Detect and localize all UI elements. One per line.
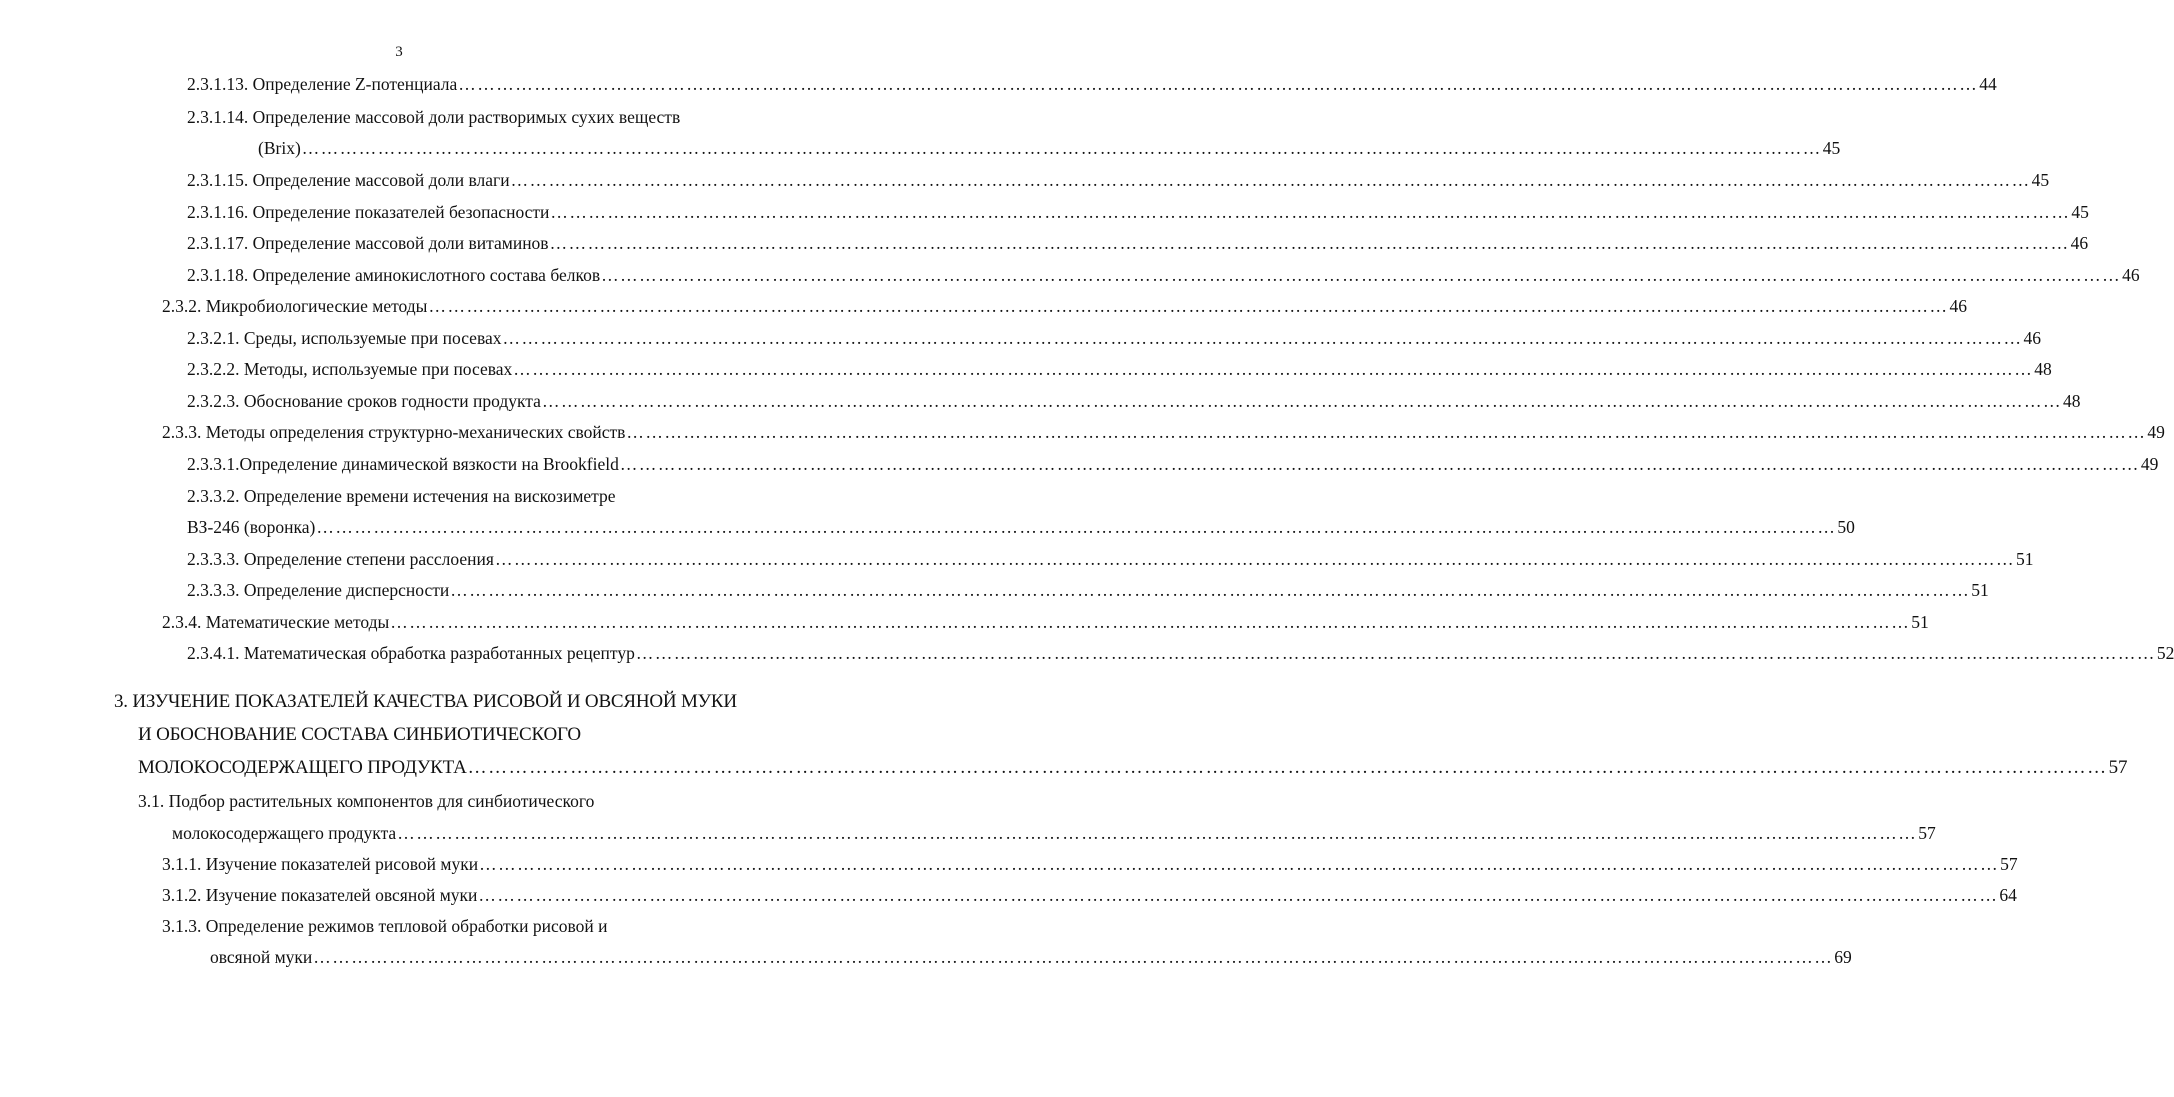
toc-entry-title: МОЛОКОСОДЕРЖАЩЕГО ПРОДУКТА (138, 757, 467, 778)
toc-entry-title: 2.3.1.18. Определение аминокислотного состава белков (187, 265, 601, 285)
toc-chapter-3 (138, 757, 2128, 779)
toc-entry-2-3-1-13 (187, 73, 1997, 95)
page-number: 3 (395, 44, 403, 60)
toc-page-ref: 48 (2062, 391, 2081, 411)
toc-entry-2-3-2-2 (187, 358, 2052, 380)
toc-entry-title: 2.3.1.13. Определение Z-потенциала (187, 74, 458, 94)
toc-entry-title: молокосодержащего продукта (172, 823, 397, 843)
toc-page-ref: 57 (2108, 757, 2128, 778)
toc-entry-title: 2.3.2. Микробиологические методы (162, 296, 428, 316)
toc-page-ref: 51 (1971, 580, 1989, 600)
toc-leader-dots: …………………………………………………………………………………………………………………………………………………………………………………………………………………… (390, 612, 1911, 632)
toc-page-ref: 49 (2147, 422, 2165, 442)
toc-leader-dots: …………………………………………………………………………………………………………………………………………………………………………………………………………………… (450, 580, 1971, 600)
toc-leader-dots: …………………………………………………………………………………………………………………………………………………………………………………………………………………… (510, 170, 2031, 190)
toc-entry-title: 2.3.2.2. Методы, используемые при посевах (187, 359, 513, 379)
toc-leader-dots: …………………………………………………………………………………………………………………………………………………………………………………………………………………… (549, 233, 2070, 253)
toc-entry-title: 2.3.2.1. Среды, используемые при посевах (187, 328, 502, 348)
toc-entry-2-3-1-15 (187, 169, 2050, 191)
toc-leader-dots: …………………………………………………………………………………………………………………………………………………………………………………………………………………… (313, 947, 1834, 967)
toc-page-ref: 64 (1999, 885, 2017, 905)
toc-page-ref: 57 (2000, 854, 2018, 874)
toc-entry-2-3-3 (162, 421, 2165, 443)
toc-entry-3-1 (172, 822, 1936, 844)
toc-entry-2-3-3-1 (187, 453, 2159, 475)
toc-leader-dots: …………………………………………………………………………………………………………………………………………………………………………………………………………………… (479, 854, 2000, 874)
toc-entry-title: 2.3.3.1.Определение динамической вязкости на Brookfield (187, 454, 619, 474)
toc-page-ref: 49 (2140, 454, 2159, 474)
toc-leader-dots: …………………………………………………………………………………………………………………………………………………………………………………………………………………… (428, 296, 1949, 316)
toc-entry-2-3-4 (162, 611, 1929, 633)
toc-entry-2-3-1-17 (187, 232, 2089, 254)
toc-page-ref: 57 (1918, 823, 1936, 843)
toc-entry-3-1-1 (162, 853, 2018, 875)
toc-page-ref: 44 (1979, 74, 1997, 94)
toc-leader-dots: …………………………………………………………………………………………………………………………………………………………………………………………………………………… (541, 391, 2062, 411)
toc-entry-title: 3.1.1. Изучение показателей рисовой муки (162, 854, 479, 874)
toc-entry-title: 2.3.4.1. Математическая обработка разработанных рецептур (187, 643, 635, 663)
toc-page-ref: 46 (2122, 265, 2140, 285)
toc-entry-title: 2.3.3.3. Определение дисперсности (187, 580, 450, 600)
toc-leader-dots: …………………………………………………………………………………………………………………………………………………………………………………………………………………… (494, 549, 2015, 569)
toc-entry-title: 2.3.3.3. Определение степени расслоения (187, 549, 494, 569)
toc-page-ref: 51 (1911, 612, 1929, 632)
toc-page-ref: 51 (2015, 549, 2034, 569)
toc-leader-dots: …………………………………………………………………………………………………………………………………………………………………………………………………………………… (550, 202, 2071, 222)
toc-chapter-3-line1: 3. ИЗУЧЕНИЕ ПОКАЗАТЕЛЕЙ КАЧЕСТВА РИСОВОЙ И ОВСЯНОЙ МУКИ (114, 691, 737, 712)
toc-entry-2-3-1-18 (187, 264, 2140, 286)
toc-entry-2-3-3-3b (187, 579, 1989, 601)
toc-page-ref: 45 (2071, 202, 2089, 222)
toc-entry-2-3-2 (162, 295, 1967, 317)
toc-page-ref: 45 (2031, 170, 2050, 190)
toc-entry-3-1-3 (210, 946, 1852, 968)
toc-leader-dots: …………………………………………………………………………………………………………………………………………………………………………………………………………………… (458, 74, 1979, 94)
toc-leader-dots: …………………………………………………………………………………………………………………………………………………………………………………………………………………… (502, 328, 2023, 348)
toc-entry-title: 2.3.2.3. Обоснование сроков годности продукта (187, 391, 541, 411)
toc-entry-2-3-3-2 (187, 516, 1855, 538)
toc-entry-title: 2.3.4. Математические методы (162, 612, 390, 632)
toc-entry-2-3-3-3a (187, 548, 2034, 570)
toc-leader-dots: …………………………………………………………………………………………………………………………………………………………………………………………………………………… (513, 359, 2034, 379)
toc-page-ref: 50 (1837, 517, 1855, 537)
toc-entry-2-3-4-1 (187, 642, 2174, 664)
toc-entry-2-3-3-2-line1: 2.3.3.2. Определение времени истечения на вискозиметре (187, 486, 616, 506)
toc-page-ref: 46 (1949, 296, 1967, 316)
toc-entry-title: 3.1.2. Изучение показателей овсяной муки (162, 885, 478, 905)
toc-entry-title: 2.3.1.15. Определение массовой доли влаги (187, 170, 510, 190)
toc-entry-title: ВЗ-246 (воронка) (187, 517, 316, 537)
toc-leader-dots: …………………………………………………………………………………………………………………………………………………………………………………………………………………… (301, 138, 1822, 158)
toc-entry-2-3-2-1 (187, 327, 2041, 349)
toc-entry-title: (Brix) (258, 138, 301, 158)
toc-page-ref: 52 (2156, 643, 2174, 663)
toc-leader-dots: …………………………………………………………………………………………………………………………………………………………………………………………………………………… (316, 517, 1837, 537)
toc-entry-2-3-1-14 (258, 137, 1841, 159)
toc-entry-title: 2.3.3. Методы определения структурно-механических свойств (162, 422, 626, 442)
toc-leader-dots: …………………………………………………………………………………………………………………………………………………………………………………………………………………… (619, 454, 2140, 474)
toc-entry-2-3-1-16 (187, 201, 2089, 223)
toc-entry-title: овсяной муки (210, 947, 313, 967)
toc-chapter-3-line2: И ОБОСНОВАНИЕ СОСТАВА СИНБИОТИЧЕСКОГО (138, 724, 581, 745)
toc-page-ref: 45 (1822, 138, 1841, 158)
toc-page-ref: 46 (2023, 328, 2041, 348)
toc-leader-dots: …………………………………………………………………………………………………………………………………………………………………………………………………………………… (626, 422, 2147, 442)
toc-entry-3-1-3-line1: 3.1.3. Определение режимов тепловой обработки рисовой и (162, 916, 608, 936)
toc-entry-2-3-1-14-line1: 2.3.1.14. Определение массовой доли растворимых сухих веществ (187, 107, 681, 127)
toc-entry-3-1-line1: 3.1. Подбор растительных компонентов для синбиотического (138, 791, 595, 811)
toc-leader-dots: …………………………………………………………………………………………………………………………………………………………………………………………………………………… (601, 265, 2122, 285)
toc-leader-dots: …………………………………………………………………………………………………………………………………………………………………………………………………………………… (467, 757, 2108, 778)
toc-entry-2-3-2-3 (187, 390, 2081, 412)
toc-entry-title: 2.3.1.16. Определение показателей безопасности (187, 202, 550, 222)
toc-page-ref: 48 (2034, 359, 2052, 379)
toc-leader-dots: …………………………………………………………………………………………………………………………………………………………………………………………………………………… (478, 885, 1999, 905)
toc-leader-dots: …………………………………………………………………………………………………………………………………………………………………………………………………………………… (635, 643, 2156, 663)
toc-leader-dots: …………………………………………………………………………………………………………………………………………………………………………………………………………………… (397, 823, 1918, 843)
toc-entry-title: 2.3.1.17. Определение массовой доли витаминов (187, 233, 549, 253)
toc-entry-3-1-2 (162, 884, 2017, 906)
toc-page-ref: 69 (1834, 947, 1852, 967)
toc-page-ref: 46 (2070, 233, 2089, 253)
